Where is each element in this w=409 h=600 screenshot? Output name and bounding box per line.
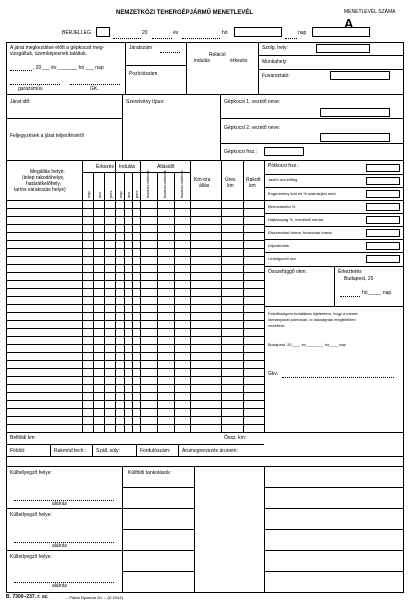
erkeztetes-budapest: Budapest, 20 [344,276,374,282]
table-row-line [6,352,264,353]
gepkocsi1-label: Gépkocsi 1. vezető neve: [224,99,281,105]
table-row-line [6,248,264,249]
gepkocsi-frsz-label: Gépkocsi frsz.: [224,149,258,155]
megallas-4: tartós várakozás helye) [14,187,66,193]
szolg-hely-label: Szolg. hely: [262,45,288,51]
bermodosito-label: Bérmódosító % [268,204,296,209]
right-row-line [264,200,404,201]
szolg-hely-boxes[interactable] [316,44,370,53]
intro-text-1: A járat megkezdése előtt a gépkocsit meg- [10,45,105,51]
ledolgozott-label: Ledolgozott óra [268,256,296,261]
osszefuggo-label: Összefüggő okm. [268,269,307,275]
right-row-line [264,187,404,188]
berjelleg-label: BÉRJELLEG [62,30,91,36]
table-row-line [6,368,264,369]
pozicio-label: Pozíciószám [129,71,158,77]
intro-date: , 20___ év _______ hó ___ nap [33,65,104,71]
col-allas: állás [199,183,210,189]
table-row-line [6,408,264,409]
megallas-3: határátkelőhely, [26,181,61,187]
gkv-label: Gkv. [268,371,278,377]
sub-nap-1: nap [86,191,91,198]
gepkocsi2-label: Gépkocsi 2. vezető neve: [224,125,281,131]
table-row-line [6,224,264,225]
table-row-line [6,424,264,425]
table-row-line [6,312,264,313]
erkeztetes-ho-nap: hó_____ nap. [362,290,393,296]
table-row-line [6,384,264,385]
table-row-line [6,280,264,281]
col-rakott: Rakott [246,177,261,183]
kulbelyegzo-3: Külbélyegző helye: [10,554,52,560]
col-ures: Üres [225,177,236,183]
sub-fuv-3: fuvaroz-tatónak [179,170,184,198]
table-row-line [6,416,264,417]
right-row-line [264,239,404,240]
felelos-1: Felelősségem tudatában kijelentem, hogy a menet- [268,311,359,316]
table-row-line [6,208,264,209]
driver1-boxes[interactable] [320,108,390,117]
series-letter: A [344,16,354,31]
sub-perc-1: perc [108,190,113,198]
jaratszam-label: Járatszám [129,45,153,51]
right-value-boxes[interactable] [366,229,400,237]
megallas-1: Megállás helye: [30,169,65,175]
indulas-label: indulás [194,58,210,64]
sub-fuv-2: fuvaroz-tatónak [162,170,167,198]
table-row-line [6,304,264,305]
right-row-line [264,174,404,175]
right-value-boxes[interactable] [366,164,400,172]
felelos-2: okmányokat pontosan, a valóságnak megfelelően [268,317,356,322]
budapest-date: Budapest, 20____ év________ hó____ nap [268,342,346,347]
number-box[interactable] [312,27,370,37]
table-row-line [6,376,264,377]
alairas-2: aláírás [52,543,68,549]
alairas-1: aláírás [52,501,68,507]
date-box[interactable] [234,27,282,37]
right-row-line [264,252,404,253]
col-kmora: Km-óra [194,177,211,183]
right-value-boxes[interactable] [366,177,400,185]
fordulo-label: Fordulószám: [140,448,171,454]
table-row-line [6,240,264,241]
ho-label: hó [222,30,228,36]
table-row-line [6,320,264,321]
jarat-ido-label: Járat idő: [10,99,31,105]
right-row-line [264,226,404,227]
munkahely-label: Munkahely: [262,59,288,65]
table-row-line [6,360,264,361]
relacio-label: Reláció [209,52,226,58]
kulbelyegzo-2: Külbélyegző helye: [10,512,52,518]
waybill-number-label: MENETLEVÉL SZÁMA [344,9,396,15]
col-erkezes: Érkezés [96,164,115,170]
megallas-2: (telep rakodóhelye, [22,175,65,181]
right-value-boxes[interactable] [366,216,400,224]
sub-perc-2: perc [134,190,139,198]
table-row-line [6,272,264,273]
right-row-line [264,213,404,214]
dijszamitas-label: Díjszámítás [268,243,289,248]
engedmeny-label: Engedmény kód és % számlejési mód [268,191,336,196]
erkezes-label: érkezés [230,58,248,64]
sub-ora-1: óra [97,192,102,198]
sub-fuv-1: fuvaroz-tatónak [145,170,150,198]
javito-label: Javító óra előleg [268,177,298,182]
foldut-label: Földút: [10,448,26,454]
table-row-line [6,400,264,401]
kulbelyegzo-1: Külbélyegző helye: [10,470,52,476]
fuvaroztato-label: Fuvaroztató: [262,73,290,79]
fuvaroztato-boxes[interactable] [330,71,390,80]
table-row-line [6,232,264,233]
rakmod-label: Rakmód tech.: [54,448,87,454]
right-value-boxes[interactable] [366,255,400,263]
ossz-km-label: Össz. km: [224,435,247,441]
form-title: NEMZETKÖZI TEHERGÉPJÁRMŰ MENETLEVÉL [116,10,254,16]
szall-suly-label: Száll. súly: [96,448,120,454]
intro-text-2: vizsgáltuk, üzemképesnek találtuk. [10,51,87,57]
printer-info: – Pátria Nyomda Zrt. – (D 0044) [66,595,123,600]
plate-boxes[interactable] [264,147,304,156]
table-row-line [6,336,264,337]
nap-label: nap [298,30,307,36]
table-row-line [6,264,264,265]
alairas-3: aláírás [52,583,68,589]
ev-label: év [173,30,179,36]
sub-nap-2: nap [118,191,123,198]
col-indulas: Indulás [119,164,136,170]
right-value-boxes[interactable] [366,190,400,198]
kulfoldi-tankolasok: Külföldi tankolások: [128,470,172,476]
szerelveny-label: Szerelvény típus: [126,99,165,105]
feljegyzesek-label: Feljegyzések a járat teljesítéséről [10,133,84,139]
gk-label: GK. [90,86,99,92]
berjelleg-box[interactable] [96,27,110,37]
hajtoanyag-label: Hajtóanyag %, menetdő norma [268,217,324,222]
erkeztetes-label: Érkeztetés [338,269,362,275]
table-row-line [6,256,264,257]
elszamolasi-label: Elszámolási forma, fuvarozás forma [268,230,332,235]
table-row-line [6,288,264,289]
arumegnevezes-label: Árumegnevezés árunem: [182,448,238,454]
col-rakott-km: km [249,183,256,189]
col-allasido: Állásidő [157,164,175,170]
potkocsi-label: Pótkocsi frsz.: [268,163,300,169]
right-value-boxes[interactable] [366,203,400,211]
table-row-line [6,392,264,393]
table-row-line [6,328,264,329]
sub-ora-2: óra [126,192,131,198]
table-row-line [6,216,264,217]
belfoldi-km-label: Belföldi km: [10,435,36,441]
table-row-line [6,344,264,345]
driver2-boxes[interactable] [320,133,390,142]
right-value-boxes[interactable] [366,242,400,250]
year-prefix: 20 [142,30,148,36]
table-row-line [6,296,264,297]
felelos-3: vezettem. [268,323,286,328]
garage-label: garázsmův. [18,86,44,92]
form-code: B. 7300–237. r. sz. [6,594,49,600]
col-ures-km: km [227,183,234,189]
